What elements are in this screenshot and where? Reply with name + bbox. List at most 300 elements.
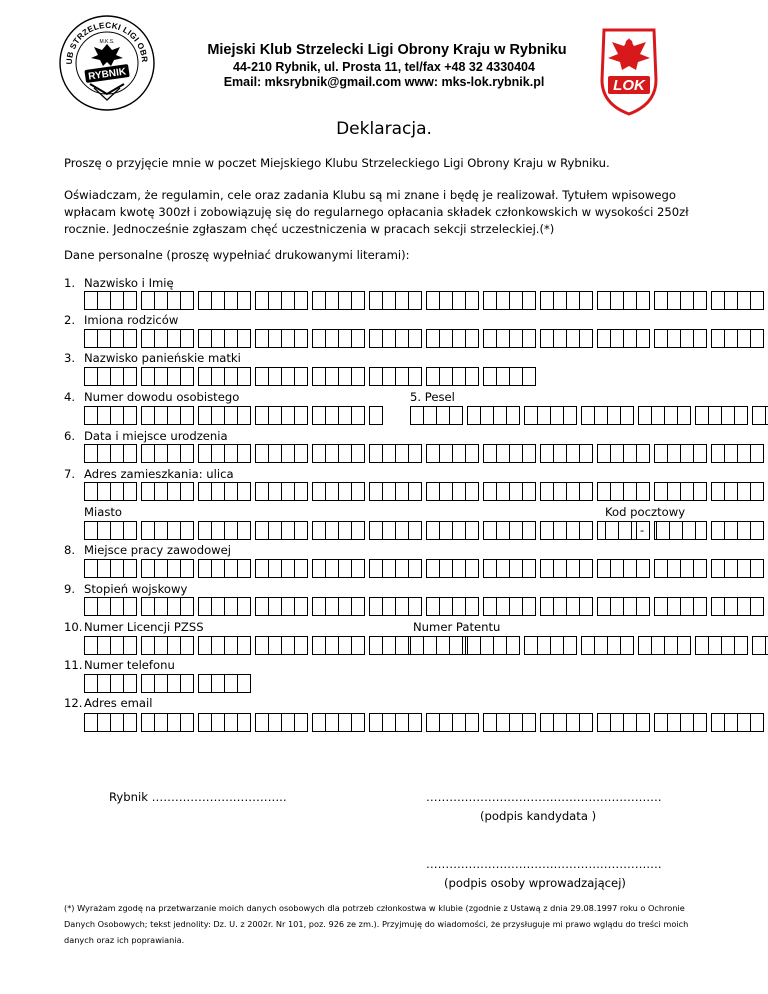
- char-box[interactable]: [480, 636, 494, 655]
- char-box[interactable]: [237, 367, 251, 386]
- char-box[interactable]: [237, 406, 251, 425]
- char-box[interactable]: [509, 291, 523, 310]
- char-box[interactable]: [610, 597, 624, 616]
- char-box[interactable]: [123, 482, 137, 501]
- char-box[interactable]: [84, 559, 98, 578]
- char-box[interactable]: [483, 713, 497, 732]
- char-box[interactable]: [180, 713, 194, 732]
- char-box[interactable]: [211, 367, 225, 386]
- char-box[interactable]: [141, 713, 155, 732]
- char-box[interactable]: [408, 329, 422, 348]
- char-box[interactable]: [423, 406, 437, 425]
- postal-code-boxes-b[interactable]: [656, 521, 700, 540]
- char-box[interactable]: [664, 636, 678, 655]
- char-box[interactable]: [110, 406, 124, 425]
- char-box[interactable]: [123, 521, 137, 540]
- char-box[interactable]: [338, 559, 352, 578]
- char-box[interactable]: [408, 597, 422, 616]
- char-box[interactable]: [426, 329, 440, 348]
- parents-names-boxes[interactable]: [84, 329, 768, 348]
- char-box[interactable]: [369, 444, 383, 463]
- char-box[interactable]: [123, 291, 137, 310]
- char-box[interactable]: [211, 291, 225, 310]
- char-box[interactable]: [97, 406, 111, 425]
- char-box[interactable]: [294, 713, 308, 732]
- char-box[interactable]: [579, 329, 593, 348]
- char-box[interactable]: [211, 406, 225, 425]
- char-box[interactable]: [281, 367, 295, 386]
- char-box[interactable]: [97, 367, 111, 386]
- char-box[interactable]: [382, 329, 396, 348]
- char-box[interactable]: [224, 713, 238, 732]
- char-box[interactable]: [452, 521, 466, 540]
- char-box[interactable]: [312, 559, 326, 578]
- char-box[interactable]: [395, 329, 409, 348]
- char-box[interactable]: [537, 636, 551, 655]
- char-box[interactable]: [522, 291, 536, 310]
- char-box[interactable]: [636, 291, 650, 310]
- char-box[interactable]: [711, 482, 725, 501]
- char-box[interactable]: [84, 367, 98, 386]
- char-box[interactable]: [607, 406, 621, 425]
- char-box[interactable]: [540, 521, 554, 540]
- char-box[interactable]: [369, 367, 383, 386]
- char-box[interactable]: [281, 329, 295, 348]
- char-box[interactable]: [281, 444, 295, 463]
- char-box[interactable]: [408, 291, 422, 310]
- char-box[interactable]: [579, 444, 593, 463]
- char-box[interactable]: [439, 291, 453, 310]
- char-box[interactable]: [496, 521, 510, 540]
- char-box[interactable]: [553, 444, 567, 463]
- char-box[interactable]: [351, 521, 365, 540]
- char-box[interactable]: [84, 597, 98, 616]
- char-box[interactable]: [338, 291, 352, 310]
- char-box[interactable]: [237, 597, 251, 616]
- char-box[interactable]: [312, 329, 326, 348]
- char-box[interactable]: [294, 367, 308, 386]
- char-box[interactable]: [496, 482, 510, 501]
- char-box[interactable]: [408, 521, 422, 540]
- char-box[interactable]: [610, 559, 624, 578]
- char-box[interactable]: [110, 713, 124, 732]
- char-box[interactable]: [594, 636, 608, 655]
- char-box[interactable]: [154, 406, 168, 425]
- char-box[interactable]: [281, 559, 295, 578]
- char-box[interactable]: [154, 367, 168, 386]
- char-box[interactable]: [351, 559, 365, 578]
- char-box[interactable]: [734, 636, 748, 655]
- char-box[interactable]: [566, 329, 580, 348]
- char-box[interactable]: [750, 329, 764, 348]
- birth-date-place-boxes[interactable]: [84, 444, 768, 463]
- char-box[interactable]: [724, 559, 738, 578]
- char-box[interactable]: [154, 444, 168, 463]
- char-box[interactable]: [680, 713, 694, 732]
- char-box[interactable]: [750, 597, 764, 616]
- char-box[interactable]: [465, 521, 479, 540]
- char-box[interactable]: [110, 597, 124, 616]
- char-box[interactable]: [693, 713, 707, 732]
- char-box[interactable]: [496, 597, 510, 616]
- char-box[interactable]: [509, 597, 523, 616]
- char-box[interactable]: [509, 521, 523, 540]
- char-box[interactable]: [465, 367, 479, 386]
- char-box[interactable]: [680, 444, 694, 463]
- char-box[interactable]: [255, 329, 269, 348]
- char-box[interactable]: [255, 521, 269, 540]
- mother-maiden-name-boxes[interactable]: [84, 367, 540, 386]
- char-box[interactable]: [465, 291, 479, 310]
- char-box[interactable]: [465, 713, 479, 732]
- char-box[interactable]: [540, 597, 554, 616]
- char-box[interactable]: [395, 367, 409, 386]
- char-box[interactable]: [737, 713, 751, 732]
- char-box[interactable]: [84, 444, 98, 463]
- char-box[interactable]: [255, 597, 269, 616]
- char-box[interactable]: [198, 406, 212, 425]
- char-box[interactable]: [522, 713, 536, 732]
- email-boxes[interactable]: [84, 713, 768, 732]
- char-box[interactable]: [351, 597, 365, 616]
- char-box[interactable]: [268, 329, 282, 348]
- char-box[interactable]: [667, 713, 681, 732]
- char-box[interactable]: [750, 559, 764, 578]
- char-box[interactable]: [550, 636, 564, 655]
- char-box[interactable]: [667, 444, 681, 463]
- char-box[interactable]: [325, 482, 339, 501]
- char-box[interactable]: [294, 597, 308, 616]
- char-box[interactable]: [408, 713, 422, 732]
- char-box[interactable]: [110, 636, 124, 655]
- char-box[interactable]: [167, 597, 181, 616]
- char-box[interactable]: [550, 406, 564, 425]
- char-box[interactable]: [680, 482, 694, 501]
- char-box[interactable]: [724, 521, 738, 540]
- char-box[interactable]: [452, 559, 466, 578]
- char-box[interactable]: [693, 291, 707, 310]
- char-box[interactable]: [167, 444, 181, 463]
- char-box[interactable]: [294, 559, 308, 578]
- char-box[interactable]: [651, 636, 665, 655]
- char-box[interactable]: [724, 329, 738, 348]
- char-box[interactable]: [465, 482, 479, 501]
- char-box[interactable]: [483, 329, 497, 348]
- char-box[interactable]: [180, 482, 194, 501]
- char-box[interactable]: [496, 713, 510, 732]
- char-box[interactable]: [198, 444, 212, 463]
- char-box[interactable]: [724, 482, 738, 501]
- char-box[interactable]: [110, 329, 124, 348]
- char-box[interactable]: [465, 329, 479, 348]
- char-box[interactable]: [97, 444, 111, 463]
- char-box[interactable]: [566, 482, 580, 501]
- candidate-signature-line[interactable]: …………………………………………………….: [426, 790, 662, 804]
- char-box[interactable]: [682, 521, 696, 540]
- char-box[interactable]: [711, 559, 725, 578]
- char-box[interactable]: [449, 636, 463, 655]
- char-box[interactable]: [167, 559, 181, 578]
- char-box[interactable]: [540, 444, 554, 463]
- char-box[interactable]: [553, 482, 567, 501]
- char-box[interactable]: [680, 329, 694, 348]
- char-box[interactable]: [123, 367, 137, 386]
- char-box[interactable]: [597, 597, 611, 616]
- char-box[interactable]: [752, 406, 766, 425]
- char-box[interactable]: [198, 329, 212, 348]
- char-box[interactable]: [211, 329, 225, 348]
- char-box[interactable]: [198, 482, 212, 501]
- char-box[interactable]: [312, 597, 326, 616]
- char-box[interactable]: [496, 291, 510, 310]
- char-box[interactable]: [711, 444, 725, 463]
- char-box[interactable]: [167, 521, 181, 540]
- char-box[interactable]: [154, 713, 168, 732]
- char-box[interactable]: [180, 367, 194, 386]
- char-box[interactable]: [654, 329, 668, 348]
- char-box[interactable]: [351, 406, 365, 425]
- char-box[interactable]: [693, 444, 707, 463]
- char-box[interactable]: [724, 444, 738, 463]
- char-box[interactable]: [724, 291, 738, 310]
- char-box[interactable]: [281, 406, 295, 425]
- char-box[interactable]: [369, 521, 383, 540]
- char-box[interactable]: [268, 559, 282, 578]
- char-box[interactable]: [123, 713, 137, 732]
- char-box[interactable]: [452, 713, 466, 732]
- char-box[interactable]: [141, 482, 155, 501]
- char-box[interactable]: [623, 291, 637, 310]
- char-box[interactable]: [325, 521, 339, 540]
- char-box[interactable]: [224, 367, 238, 386]
- char-box[interactable]: [636, 597, 650, 616]
- char-box[interactable]: [540, 482, 554, 501]
- char-box[interactable]: [737, 597, 751, 616]
- char-box[interactable]: [351, 367, 365, 386]
- char-box[interactable]: [268, 521, 282, 540]
- char-box[interactable]: [382, 713, 396, 732]
- char-box[interactable]: [610, 291, 624, 310]
- char-box[interactable]: [325, 636, 339, 655]
- char-box[interactable]: [553, 559, 567, 578]
- char-box[interactable]: [426, 444, 440, 463]
- char-box[interactable]: [224, 559, 238, 578]
- char-box[interactable]: [721, 406, 735, 425]
- char-box[interactable]: [97, 597, 111, 616]
- char-box[interactable]: [522, 521, 536, 540]
- char-box[interactable]: [84, 636, 98, 655]
- char-box[interactable]: [325, 291, 339, 310]
- char-box[interactable]: [211, 597, 225, 616]
- char-box[interactable]: [563, 636, 577, 655]
- char-box[interactable]: [711, 713, 725, 732]
- char-box[interactable]: [610, 329, 624, 348]
- char-box[interactable]: [610, 444, 624, 463]
- char-box[interactable]: [620, 406, 634, 425]
- char-box[interactable]: [237, 559, 251, 578]
- char-box[interactable]: [268, 482, 282, 501]
- char-box[interactable]: [449, 406, 463, 425]
- char-box[interactable]: [597, 444, 611, 463]
- char-box[interactable]: [695, 406, 709, 425]
- char-box[interactable]: [123, 559, 137, 578]
- char-box[interactable]: [180, 444, 194, 463]
- char-box[interactable]: [522, 559, 536, 578]
- char-box[interactable]: [579, 291, 593, 310]
- char-box[interactable]: [436, 636, 450, 655]
- char-box[interactable]: [636, 559, 650, 578]
- char-box[interactable]: [426, 291, 440, 310]
- char-box[interactable]: [540, 559, 554, 578]
- char-box[interactable]: [636, 713, 650, 732]
- char-box[interactable]: [141, 367, 155, 386]
- char-box[interactable]: [224, 444, 238, 463]
- char-box[interactable]: [123, 636, 137, 655]
- char-box[interactable]: [395, 713, 409, 732]
- char-box[interactable]: [597, 329, 611, 348]
- char-box[interactable]: [369, 482, 383, 501]
- char-box[interactable]: [693, 597, 707, 616]
- char-box[interactable]: [439, 713, 453, 732]
- char-box[interactable]: [467, 636, 481, 655]
- char-box[interactable]: [623, 482, 637, 501]
- char-box[interactable]: [563, 406, 577, 425]
- char-box[interactable]: [395, 521, 409, 540]
- char-box[interactable]: [224, 521, 238, 540]
- char-box[interactable]: [636, 444, 650, 463]
- char-box[interactable]: [734, 406, 748, 425]
- char-box[interactable]: [268, 713, 282, 732]
- char-box[interactable]: [369, 329, 383, 348]
- char-box[interactable]: [426, 521, 440, 540]
- char-box[interactable]: [180, 597, 194, 616]
- char-box[interactable]: [677, 636, 691, 655]
- char-box[interactable]: [680, 291, 694, 310]
- char-box[interactable]: [338, 367, 352, 386]
- char-box[interactable]: [382, 636, 396, 655]
- char-box[interactable]: [579, 559, 593, 578]
- char-box[interactable]: [594, 406, 608, 425]
- char-box[interactable]: [141, 674, 155, 693]
- char-box[interactable]: [667, 329, 681, 348]
- char-box[interactable]: [581, 406, 595, 425]
- char-box[interactable]: [351, 329, 365, 348]
- char-box[interactable]: [154, 329, 168, 348]
- char-box[interactable]: [426, 713, 440, 732]
- char-box[interactable]: [382, 559, 396, 578]
- char-box[interactable]: [693, 482, 707, 501]
- char-box[interactable]: [693, 329, 707, 348]
- char-box[interactable]: [255, 367, 269, 386]
- char-box[interactable]: [312, 521, 326, 540]
- char-box[interactable]: [620, 636, 634, 655]
- char-box[interactable]: [294, 636, 308, 655]
- char-box[interactable]: [395, 636, 409, 655]
- char-box[interactable]: [255, 291, 269, 310]
- char-box[interactable]: [465, 597, 479, 616]
- char-box[interactable]: [436, 406, 450, 425]
- char-box[interactable]: [579, 482, 593, 501]
- char-box[interactable]: [154, 674, 168, 693]
- char-box[interactable]: [255, 444, 269, 463]
- char-box[interactable]: [369, 406, 383, 425]
- char-box[interactable]: [325, 329, 339, 348]
- char-box[interactable]: [480, 406, 494, 425]
- char-box[interactable]: [198, 559, 212, 578]
- char-box[interactable]: [255, 559, 269, 578]
- char-box[interactable]: [312, 406, 326, 425]
- char-box[interactable]: [167, 482, 181, 501]
- char-box[interactable]: [325, 367, 339, 386]
- char-box[interactable]: [110, 674, 124, 693]
- char-box[interactable]: [110, 559, 124, 578]
- char-box[interactable]: [509, 559, 523, 578]
- char-box[interactable]: [97, 674, 111, 693]
- char-box[interactable]: [281, 291, 295, 310]
- char-box[interactable]: [211, 521, 225, 540]
- char-box[interactable]: [638, 406, 652, 425]
- char-box[interactable]: [467, 406, 481, 425]
- char-box[interactable]: [382, 291, 396, 310]
- char-box[interactable]: [540, 329, 554, 348]
- char-box[interactable]: [351, 444, 365, 463]
- street-boxes[interactable]: [84, 482, 768, 501]
- char-box[interactable]: [281, 597, 295, 616]
- char-box[interactable]: [610, 482, 624, 501]
- char-box[interactable]: [141, 521, 155, 540]
- char-box[interactable]: [382, 521, 396, 540]
- char-box[interactable]: [237, 636, 251, 655]
- char-box[interactable]: [84, 406, 98, 425]
- char-box[interactable]: [506, 636, 520, 655]
- char-box[interactable]: [211, 713, 225, 732]
- char-box[interactable]: [338, 406, 352, 425]
- char-box[interactable]: [141, 636, 155, 655]
- char-box[interactable]: [493, 636, 507, 655]
- char-box[interactable]: [237, 444, 251, 463]
- char-box[interactable]: [408, 367, 422, 386]
- char-box[interactable]: [667, 559, 681, 578]
- char-box[interactable]: [623, 329, 637, 348]
- char-box[interactable]: [338, 636, 352, 655]
- char-box[interactable]: [294, 444, 308, 463]
- char-box[interactable]: [84, 329, 98, 348]
- char-box[interactable]: [566, 521, 580, 540]
- char-box[interactable]: [180, 291, 194, 310]
- char-box[interactable]: [281, 482, 295, 501]
- char-box[interactable]: [667, 291, 681, 310]
- char-box[interactable]: [97, 482, 111, 501]
- char-box[interactable]: [382, 444, 396, 463]
- char-box[interactable]: [750, 444, 764, 463]
- char-box[interactable]: [211, 559, 225, 578]
- char-box[interactable]: [636, 329, 650, 348]
- char-box[interactable]: [656, 521, 670, 540]
- char-box[interactable]: [737, 521, 751, 540]
- char-box[interactable]: [325, 597, 339, 616]
- char-box[interactable]: [294, 482, 308, 501]
- char-box[interactable]: [452, 329, 466, 348]
- char-box[interactable]: [509, 367, 523, 386]
- char-box[interactable]: [654, 597, 668, 616]
- char-box[interactable]: [654, 713, 668, 732]
- char-box[interactable]: [255, 636, 269, 655]
- char-box[interactable]: [84, 291, 98, 310]
- char-box[interactable]: [268, 636, 282, 655]
- char-box[interactable]: [623, 713, 637, 732]
- patent-number-boxes[interactable]: [410, 636, 768, 655]
- char-box[interactable]: [483, 559, 497, 578]
